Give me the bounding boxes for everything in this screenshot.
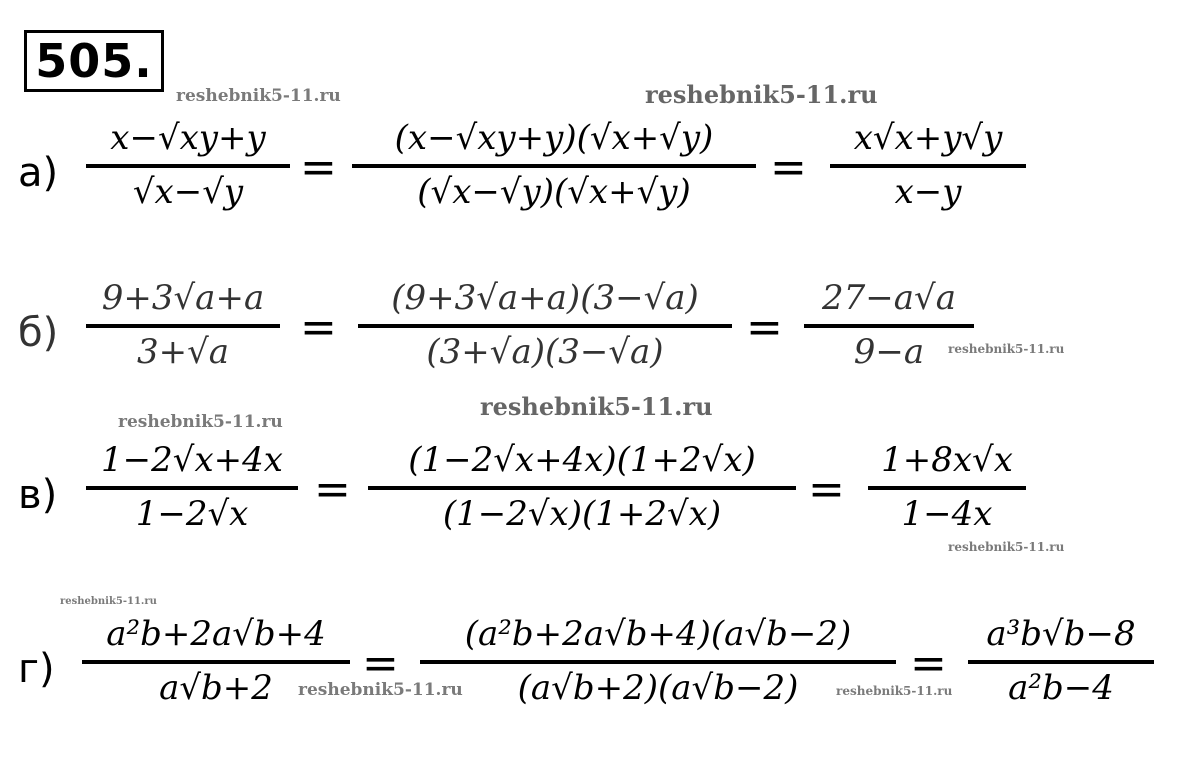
denominator: a²b−4 [1008, 668, 1114, 708]
equation-row-g [18, 614, 1168, 734]
fraction-result [804, 278, 974, 388]
numerator: 9+3√a+a [101, 278, 265, 318]
row-label: б) [18, 310, 59, 356]
fraction-bar [830, 164, 1026, 168]
numerator: x−√xy+y [110, 118, 266, 158]
fraction-bar [352, 164, 756, 168]
watermark-text: reshebnik5-11.ru [948, 540, 1065, 554]
fraction-original [82, 614, 350, 724]
fraction-bar [86, 324, 280, 328]
equals-sign: = [808, 464, 845, 515]
fraction-result [968, 614, 1154, 724]
fraction-original [86, 440, 298, 550]
watermark-text: reshebnik5-11.ru [836, 684, 953, 698]
denominator: 1−4x [901, 494, 993, 534]
equation-row-b [18, 278, 1158, 398]
denominator: (3+√a)(3−√a) [426, 332, 664, 372]
watermark-text: reshebnik5-11.ru [176, 86, 341, 106]
row-label: в) [18, 472, 58, 518]
equation-row-a [18, 118, 1158, 238]
row-label: а) [18, 150, 59, 196]
numerator: x√x+y√y [853, 118, 1003, 158]
fraction-expanded [368, 440, 796, 550]
fraction-original [86, 118, 290, 228]
denominator: (1−2√x)(1+2√x) [442, 494, 722, 534]
numerator: 27−a√a [822, 278, 956, 318]
denominator: (√x−√y)(√x+√y) [417, 172, 691, 212]
equals-sign: = [910, 638, 947, 689]
numerator: (a²b+2a√b+4)(a√b−2) [464, 614, 852, 654]
fraction-bar [86, 486, 298, 490]
fraction-bar [82, 660, 350, 664]
denominator: √x−√y [132, 172, 244, 212]
numerator: a³b√b−8 [986, 614, 1136, 654]
watermark-text: reshebnik5-11.ru [480, 392, 713, 421]
watermark-text: reshebnik5-11.ru [298, 680, 463, 700]
watermark-text: reshebnik5-11.ru [118, 412, 283, 432]
watermark-text: reshebnik5-11.ru [645, 80, 878, 109]
fraction-original [86, 278, 280, 388]
fraction-result [830, 118, 1026, 228]
denominator: (a√b+2)(a√b−2) [517, 668, 799, 708]
watermark-text: reshebnik5-11.ru [948, 342, 1065, 356]
equals-sign: = [770, 142, 807, 193]
fraction-result [868, 440, 1026, 550]
fraction-bar [868, 486, 1026, 490]
fraction-bar [86, 164, 290, 168]
denominator: x−y [894, 172, 962, 212]
equals-sign: = [314, 464, 351, 515]
denominator: 3+√a [136, 332, 230, 372]
denominator: a√b+2 [159, 668, 273, 708]
numerator: (1−2√x+4x)(1+2√x) [408, 440, 756, 480]
problem-number: 505. [24, 30, 164, 92]
fraction-bar [368, 486, 796, 490]
numerator: a²b+2a√b+4 [106, 614, 326, 654]
equals-sign: = [362, 638, 399, 689]
fraction-bar [358, 324, 732, 328]
denominator: 9−a [853, 332, 925, 372]
fraction-bar [804, 324, 974, 328]
numerator: 1+8x√x [881, 440, 1013, 480]
fraction-bar [968, 660, 1154, 664]
equals-sign: = [746, 302, 783, 353]
watermark-text: reshebnik5-11.ru [60, 596, 157, 607]
equals-sign: = [300, 302, 337, 353]
fraction-expanded [420, 614, 896, 724]
denominator: 1−2√x [135, 494, 249, 534]
row-label: г) [18, 646, 55, 692]
fraction-expanded [358, 278, 732, 388]
fraction-bar [420, 660, 896, 664]
numerator: (x−√xy+y)(√x+√y) [394, 118, 714, 158]
fraction-expanded [352, 118, 756, 228]
numerator: 1−2√x+4x [101, 440, 283, 480]
numerator: (9+3√a+a)(3−√a) [391, 278, 699, 318]
equation-row-v [18, 440, 1158, 560]
equals-sign: = [300, 142, 337, 193]
